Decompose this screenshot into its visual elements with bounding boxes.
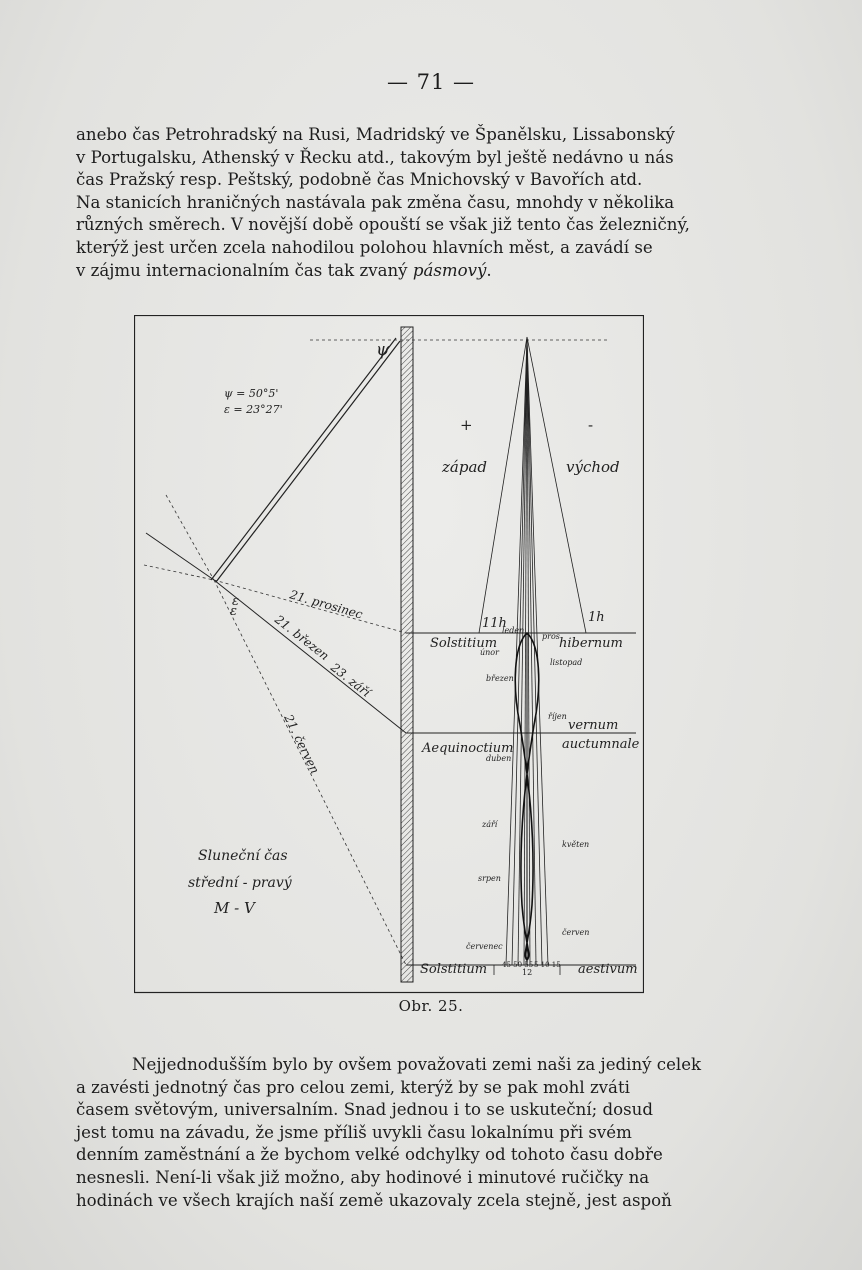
psi-symbol: ψ	[376, 340, 390, 360]
text-line: časem světovým, universalním. Snad jednou i to se uskuteční; dosud	[76, 1100, 653, 1120]
vertical-wall	[401, 327, 413, 982]
text-line-last	[76, 260, 731, 283]
psi-value: ψ = 50°5'	[224, 387, 279, 400]
solstice-summer-right: aestivum	[578, 962, 638, 977]
equinox-right-vernal: vernum	[568, 718, 619, 733]
label-21-june: 21. červen	[281, 712, 322, 776]
month-label-prosinec: pros	[542, 632, 560, 641]
plus-sign: +	[460, 416, 473, 434]
text-line: nesnesli. Není-li však již možno, aby hodinové i minutové ručičky na	[76, 1167, 650, 1187]
minus-sign: -	[588, 416, 594, 434]
analemma-diagram	[134, 315, 644, 995]
figure-caption: Obr. 25.	[398, 997, 464, 1015]
text-line: denním zaměstnání a že bychom velké odchylky od tohoto času dobře	[76, 1145, 663, 1165]
month-label-srpen: srpen	[478, 874, 501, 883]
text-line: čas Pražský resp. Peštský, podobně čas Mnichovský v Bavořích atd.	[76, 170, 643, 190]
hour-1-label: 1h	[588, 610, 605, 625]
polar-axis-line	[216, 341, 400, 582]
text-line: anebo čas Petrohradský na Rusi, Madridský ve Španělsku, Lissabonský	[76, 125, 675, 144]
month-label-leden: leden	[502, 626, 525, 635]
figure-25-diagram	[134, 315, 644, 995]
time-label-line3: M - V	[214, 899, 255, 917]
month-label-zari: září	[482, 820, 498, 829]
label-21-december: 21. prosinec	[288, 587, 365, 622]
month-label-duben: duben	[486, 754, 512, 763]
epsilon-symbol: ε	[230, 604, 237, 619]
epsilon-value: ε = 23°27'	[224, 403, 283, 416]
hour-11-label: 11h	[482, 616, 507, 631]
text-span: .	[486, 260, 492, 280]
solstice-winter-right: hibernum	[559, 636, 623, 651]
equinox-right-autumnal: auctumnale	[562, 737, 640, 752]
text-line: Nejjednodušším bylo by ovšem považovati zemi naši za jediný celek	[132, 1055, 702, 1074]
month-label-listopad: listopad	[550, 658, 583, 667]
west-label: západ	[442, 458, 487, 476]
bottom-ticks-left: 45 50 55	[502, 961, 534, 969]
text-line: v Portugalsku, Athenský v Řecku atd., takovým byl ještě nedávno u nás	[76, 147, 674, 167]
bottom-ticks-right: 5 10 15	[534, 961, 561, 969]
equinox-left: Aequinoctium	[422, 741, 514, 756]
month-label-rijen: říjen	[548, 712, 567, 721]
solstice-summer-left: Solstitium	[420, 962, 488, 977]
month-label-cerven: červen	[562, 928, 590, 937]
month-labels	[466, 626, 589, 951]
month-label-kveten: květen	[562, 840, 590, 849]
text-line: kterýž jest určen zcela nahodilou polohou hlavních měst, a zavádí se	[76, 237, 653, 257]
text-line: různých směrech. V novější době opouští se však již tento čas železničný,	[76, 215, 690, 235]
text-line: a zavésti jednotný čas pro celou zemi, kterýž by se pak mohl zváti	[76, 1077, 630, 1097]
time-label-line2: střední - pravý	[188, 875, 292, 891]
construction-line	[166, 495, 214, 580]
label-23-september: 23. září	[328, 660, 373, 700]
paragraph-bottom	[76, 1054, 731, 1212]
label-21-march: 21. březen	[272, 612, 332, 664]
east-label: východ	[566, 458, 620, 476]
time-label-line1: Sluneční čas	[198, 848, 288, 864]
polar-axis-line	[211, 338, 396, 580]
page-number: — 71 —	[386, 70, 476, 94]
epsilon-symbol: ε	[232, 594, 239, 609]
month-label-unor: únor	[480, 648, 499, 657]
text-line: jest tomu na závadu, že jsme příliš uvykli času lokalnímu při svém	[76, 1122, 632, 1142]
italic-term: pásmový	[412, 260, 487, 280]
text-line: Na stanicích hraničných nastávala pak změna času, mnohdy v několika	[76, 192, 675, 212]
text-span: v zájmu internacionalním čas tak zvaný	[76, 260, 413, 280]
paragraph-top	[76, 124, 731, 282]
text-line: hodinách ve všech krajích naší země ukazovaly zcela stejně, jest aspoň	[76, 1190, 672, 1210]
bottom-tick-12: 12	[522, 968, 533, 977]
month-label-cervenec: červenec	[466, 942, 503, 951]
solstice-winter-left: Solstitium	[430, 636, 498, 651]
month-label-brezen: březen	[486, 674, 514, 683]
